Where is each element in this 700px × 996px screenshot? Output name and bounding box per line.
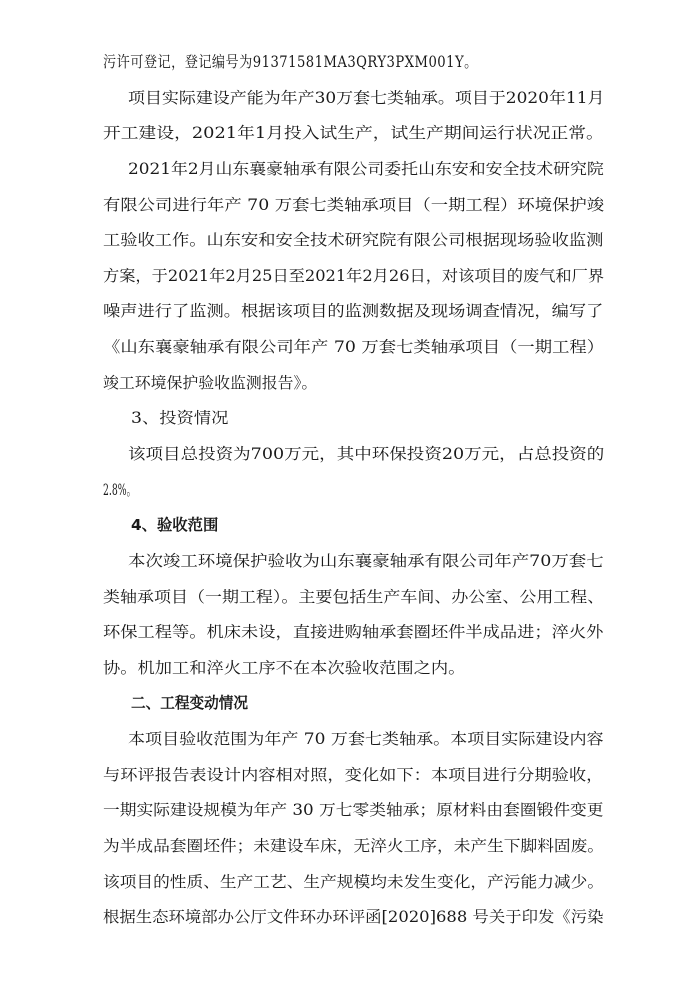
section-heading: 3、投资情况 [131, 409, 229, 427]
text-line: 一期实际建设规模为年产 30 万七零类轴承；原材料由套圈锻件变更 [103, 801, 604, 819]
text-line: 类轴承项目（一期工程）。主要包括生产车间、办公室、公用工程、 [103, 588, 605, 606]
section-heading: 4、验收范围 [131, 516, 219, 534]
text-line: 污许可登记，登记编号为91371581MA3QRY3PXM001Y。 [103, 53, 478, 71]
text-line: 本次竣工环境保护验收为山东襄豪轴承有限公司年产70万套七 [128, 552, 604, 570]
text-line: 本项目验收范围为年产 70 万套七类轴承。本项目实际建设内容 [128, 730, 604, 748]
text-line: 工验收工作。山东安和安全技术研究院有限公司根据现场验收监测 [103, 231, 604, 249]
text-line: 方案，于2021年2月25日至2021年2月26日，对该项目的废气和厂界 [103, 267, 605, 285]
text-line: 2.8%。 [103, 481, 136, 499]
text-line: 项目实际建设产能为年产30万套七类轴承。项目于2020年11月 [128, 89, 605, 107]
text-line: 2021年2月山东襄豪轴承有限公司委托山东安和安全技术研究院 [128, 160, 604, 178]
text-line: 该项目总投资为700万元，其中环保投资20万元，占总投资的 [128, 445, 605, 463]
text-line: 该项目的性质、生产工艺、生产规模均未发生变化，产污能力减少。 [103, 873, 605, 891]
text-line: 有限公司进行年产 70 万套七类轴承项目（一期工程）环境保护竣 [103, 196, 605, 214]
text-line: 《山东襄豪轴承有限公司年产 70 万套七类轴承项目（一期工程） [103, 338, 605, 356]
text-line: 环保工程等。机床未设，直接进购轴承套圈坯件半成品进；淬火外 [103, 623, 604, 641]
section-heading: 二、工程变动情况 [131, 694, 249, 712]
text-line: 噪声进行了监测。根据该项目的监测数据及现场调查情况，编写了 [103, 302, 604, 320]
text-line: 协。机加工和淬火工序不在本次验收范围之内。 [103, 659, 466, 677]
text-line: 根据生态环境部办公厅文件环办环评函[2020]688 号关于印发《污染 [103, 908, 604, 926]
text-line: 竣工环境保护验收监测报告》。 [103, 374, 318, 392]
text-line: 为半成品套圈坯件；未建设车床，无淬火工序，未产生下脚料固废。 [103, 837, 605, 855]
text-line: 开工建设，2021年1月投入试生产，试生产期间运行状况正常。 [103, 124, 604, 142]
text-line: 与环评报告表设计内容相对照，变化如下：本项目进行分期验收， [103, 766, 604, 784]
